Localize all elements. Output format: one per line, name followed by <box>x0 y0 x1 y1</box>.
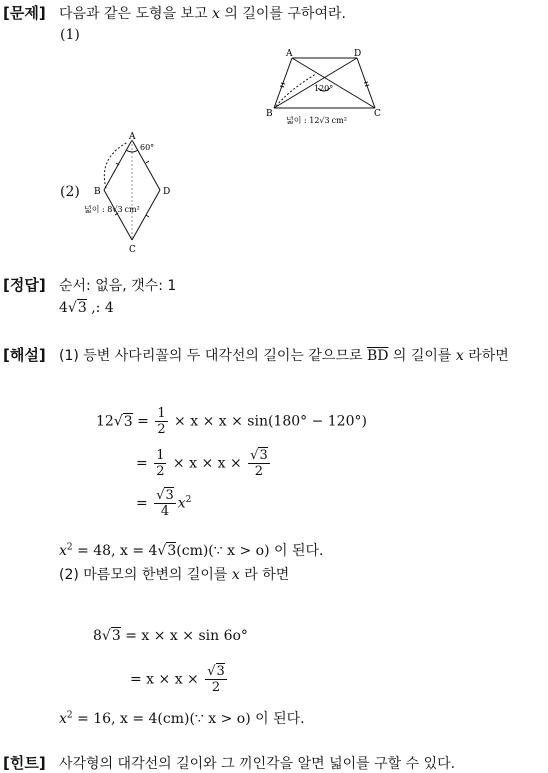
r1-post: (cm)(∵ x > o) 이 된다. <box>176 543 324 559</box>
fig2-area-root: 3 <box>117 205 123 214</box>
fig1-area <box>286 115 347 125</box>
sol-p1-mid: 의 길이를 <box>388 348 456 364</box>
eq-sign: = <box>136 455 153 472</box>
eq3-frac <box>154 488 176 519</box>
fig1-vertex-a: A <box>286 49 293 59</box>
answer-line-1: 순서: 없음, 갯수: 1 <box>59 278 177 294</box>
fig2-area-prefix: 넓이 : 8 <box>84 205 113 214</box>
sol-p2-var: x <box>231 567 240 583</box>
trapezoid-figure <box>262 44 392 128</box>
fig1-area-prefix: 넓이 : 12 <box>286 116 320 125</box>
eq5-frac <box>205 664 227 695</box>
eq1-rhs: × x × x × sin(180° − 120°) <box>169 413 367 430</box>
eq2-root-den: 2 <box>254 464 264 479</box>
eq4-root: 3 <box>111 628 121 644</box>
r1-root: 3 <box>167 543 177 559</box>
eq4-rhs: = x × x × sin 6o° <box>120 628 248 644</box>
equation-3 <box>136 488 191 519</box>
rhombus-figure <box>84 130 194 256</box>
eq1-half-den: 2 <box>157 422 166 437</box>
eq3-den: 4 <box>160 504 170 519</box>
r1-var: x <box>59 543 67 559</box>
fig2-vertex-d: D <box>163 187 171 197</box>
eq5-pre: = x × x × <box>130 671 204 688</box>
fig1-vertex-b: B <box>266 109 273 119</box>
eq1-root: 3 <box>123 413 133 430</box>
eq5-den: 2 <box>211 680 221 695</box>
fig2-vertex-a: A <box>129 132 136 142</box>
sol-p1-var: x <box>455 348 464 364</box>
eq2-root: 3 <box>259 448 268 463</box>
problem-label-1: (1) <box>60 27 80 43</box>
problem-label-2: (2) <box>60 184 80 200</box>
radical: √ <box>157 543 167 559</box>
answer-rest: ,: 4 <box>86 300 114 316</box>
equation-1 <box>96 406 367 437</box>
eq1-half <box>155 406 167 437</box>
result-1 <box>59 540 323 560</box>
r2-var: x <box>59 711 67 727</box>
eq3-num: √3 <box>156 488 174 503</box>
r2-rest: = 16, x = 4(cm)(∵ x > o) 이 된다. <box>72 711 305 727</box>
equation-4 <box>93 628 248 644</box>
eq1-eq: = <box>132 413 154 430</box>
radical: √ <box>101 628 111 644</box>
fig2-area-unit: cm² <box>124 205 140 214</box>
r1-mid: = 48, x = 4 <box>72 543 158 559</box>
solution-paragraph-1 <box>59 345 509 365</box>
fig1-vertex-d: D <box>354 49 362 59</box>
solution-tag: [해설] <box>3 346 46 364</box>
answer-coef: 4 <box>59 300 68 316</box>
fig2-area <box>84 204 140 214</box>
fig1-area-radical: √ <box>319 116 325 125</box>
eq4-coef: 8 <box>93 628 102 644</box>
problem-statement <box>59 3 346 23</box>
eq1-coef: 12 <box>96 413 114 430</box>
eq2-half-num: 1 <box>156 448 165 463</box>
r2-exp: 2 <box>66 710 73 721</box>
sol-p1-pre: (1) 등변 사다리꼴의 두 대각선의 길이는 같으므로 <box>59 348 367 364</box>
sol-p2-post: 라 하면 <box>239 567 290 583</box>
answer-tag: [정답] <box>3 276 46 294</box>
problem-statement-post: 의 길이를 구하여라. <box>219 6 346 22</box>
answer-root: 3 <box>77 300 87 316</box>
fig2-angle: 60° <box>140 143 155 152</box>
sol-p2-pre: (2) 마름모의 한변의 길이를 <box>59 567 232 583</box>
solution-paragraph-2 <box>59 564 289 584</box>
eq2-root-num: √3 <box>250 448 268 463</box>
radical: √ <box>113 413 123 430</box>
problem-statement-pre: 다음과 같은 도형을 보고 <box>59 6 213 22</box>
radical: √ <box>67 300 77 316</box>
eq3-root: 3 <box>165 488 174 503</box>
eq2-mid: × x × x × <box>168 455 247 472</box>
sol-p1-seg: $\overline{BD}$ <box>366 348 389 364</box>
fig2-vertex-c: C <box>129 245 136 255</box>
eq3-var: x <box>177 495 186 512</box>
eq3-exp: 2 <box>185 494 192 505</box>
fig1-area-unit: cm² <box>331 116 347 125</box>
eq2-half-den: 2 <box>156 464 165 479</box>
r1-exp: 2 <box>66 542 73 553</box>
hint-tag: [힌트] <box>3 754 46 772</box>
problem-var: x <box>212 6 220 22</box>
equation-2 <box>136 448 272 479</box>
hint-text: 사각형의 대각선의 길이와 그 끼인각을 알면 넓이를 구할 수 있다. <box>59 756 456 772</box>
eq5-num: √3 <box>207 664 225 679</box>
fig1-vertex-c: C <box>374 109 381 119</box>
fig2-area-radical: √ <box>112 205 118 214</box>
eq2-root-frac <box>248 448 270 479</box>
result-2 <box>59 708 305 728</box>
sol-p1-post: 라하면 <box>463 348 509 364</box>
eq5-root: 3 <box>216 664 225 679</box>
eq-sign: = <box>136 495 153 512</box>
answer-line-2 <box>59 300 114 316</box>
fig2-vertex-b: B <box>94 187 101 197</box>
problem-tag: [문제] <box>3 4 46 22</box>
eq1-half-num: 1 <box>157 406 166 421</box>
eq2-half <box>154 448 166 479</box>
fig1-angle: 120° <box>314 84 334 93</box>
fig1-area-root: 3 <box>324 116 330 125</box>
equation-5 <box>130 664 229 695</box>
